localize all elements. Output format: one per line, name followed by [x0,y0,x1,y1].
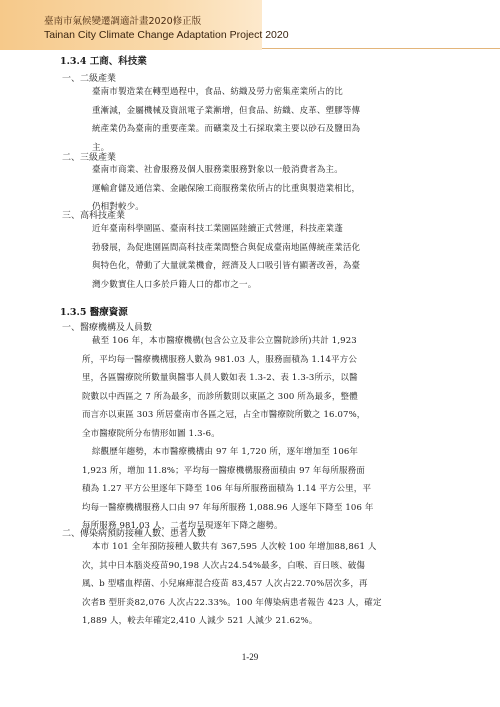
text-line: 每所服務 981.03 人，二者均呈現逐年下降之趨勢。 [82,521,283,532]
text-line: 主。 [92,142,110,153]
subheading-vaccination: 二、傳染病預防接種人數、患者人數 [62,529,207,539]
text-line: 而言亦以東區 303 所居臺南市各區之冠，占全市醫療院所數之 16.07%， [82,410,366,421]
text-line: 運輸倉儲及通信業、金融保險工商服務業依所占的比重與製造業相比， [92,183,361,194]
text-line: 風、b 型嗜血桿菌、小兒麻痺混合疫苗 83,457 人次占22.70%居次多，再 [82,579,368,590]
text-line: 與特色化，帶動了大量就業機會，經濟及人口吸引皆有顯著改善，為臺 [92,261,361,272]
text-line: 次者B 型肝炎82,076 人次占22.33%。100 年傳染病患者報告 423 人，確定 [82,597,382,608]
text-line: 灣少數實住人口多於戶籍人口的都市之一。 [92,279,257,290]
text-line: 截至 106 年，本市醫療機構(包含公立及非公立醫院診所)共計 1,923 [92,336,357,346]
header-title-en: Tainan City Climate Change Adaptation Project 2020 [44,29,289,41]
text-line: 全市醫療院所分布情形如圖 1.3-6。 [82,428,220,439]
subheading-secondary-industry: 一、二級產業 [62,74,117,84]
subheading-tertiary-industry: 二、三級產業 [62,153,117,163]
paragraph-secondary-industry [92,83,360,157]
text-line: 1,923 所，增加 11.8%；平均每一醫療機構服務面積由 97 年每所服務面 [82,465,365,476]
text-line: 積為 1.27 平方公里逐年下降至 106 年每所服務面積為 1.14 平方公里，平 [82,484,372,495]
paragraph-vaccination [82,538,382,631]
text-line: 臺南市製造業在轉型過程中，食品、紡織及勞力密集產業所占的比 [92,87,343,97]
text-line: 臺南市商業、社會服務及個人服務業服務對象以一般消費者為主。 [92,165,343,175]
text-line: 勃發展，為促進園區間高科技產業間整合與促成臺南地區傳統產業活化 [92,242,361,253]
text-line: 里，各區醫療院所數量與醫事人員人數如表 1.3-2、表 1.3-3所示，以醫 [82,373,358,384]
running-header [0,0,289,50]
paragraph-high-tech-industry [92,220,360,294]
text-line: 重漸減，金屬機械及資訊電子業漸增，但食品、紡織、皮革、塑膠等傳 [92,105,361,116]
text-line: 院數以中西區之 7 所為最多，而診所數則以東區之 300 所為最多，整體 [82,391,358,402]
paragraph-medical-trends [82,443,374,536]
text-line: 綜觀歷年趨勢，本市醫療機構由 97 年 1,720 所，逐年增加至 106年 [92,447,359,457]
paragraph-medical-institutions [82,332,366,444]
text-line: 近年臺南科學園區、臺南科技工業園區陸續正式營運，科技產業蓬 [92,224,343,234]
paragraph-tertiary-industry [92,161,360,217]
section-heading-1-3-5: 1.3.5 醫療資源 [60,307,128,318]
text-line: 1,889 人，較去年確定2,410 人減少 521 人減少 21.62%。 [82,616,318,627]
text-line: 仍相對較少。 [92,202,144,213]
text-line: 所，平均每一醫療機構服務人數為 981.03 人，服務面積為 1.14平方公 [82,354,357,365]
text-line: 均每一醫療機構服務人口由 97 年每所服務 1,088.96 人逐年下降至 106 年 [82,502,374,513]
subheading-medical-institutions: 一、醫療機構及人員數 [62,323,153,333]
header-title-zh: 臺南市氣候變遷調適計畫2020修正版 [44,16,202,27]
text-line: 統產業仍為臺南的重要產業。而礦業及土石採取業主要以砂石及鹽田為 [92,124,361,135]
page-number: 1-29 [241,652,259,662]
text-line: 本市 101 全年預防接種人數共有 367,595 人次較 100 年增加88,861 人 [92,542,377,552]
section-heading-1-3-4: 1.3.4 工商、科技業 [60,56,147,67]
text-line: 次，其中日本腦炎疫苗90,198 人次占24.54%最多，白喉、百日咳、破傷 [82,560,366,571]
subheading-high-tech-industry: 三、高科技產業 [62,211,126,221]
header-rule [262,48,500,49]
